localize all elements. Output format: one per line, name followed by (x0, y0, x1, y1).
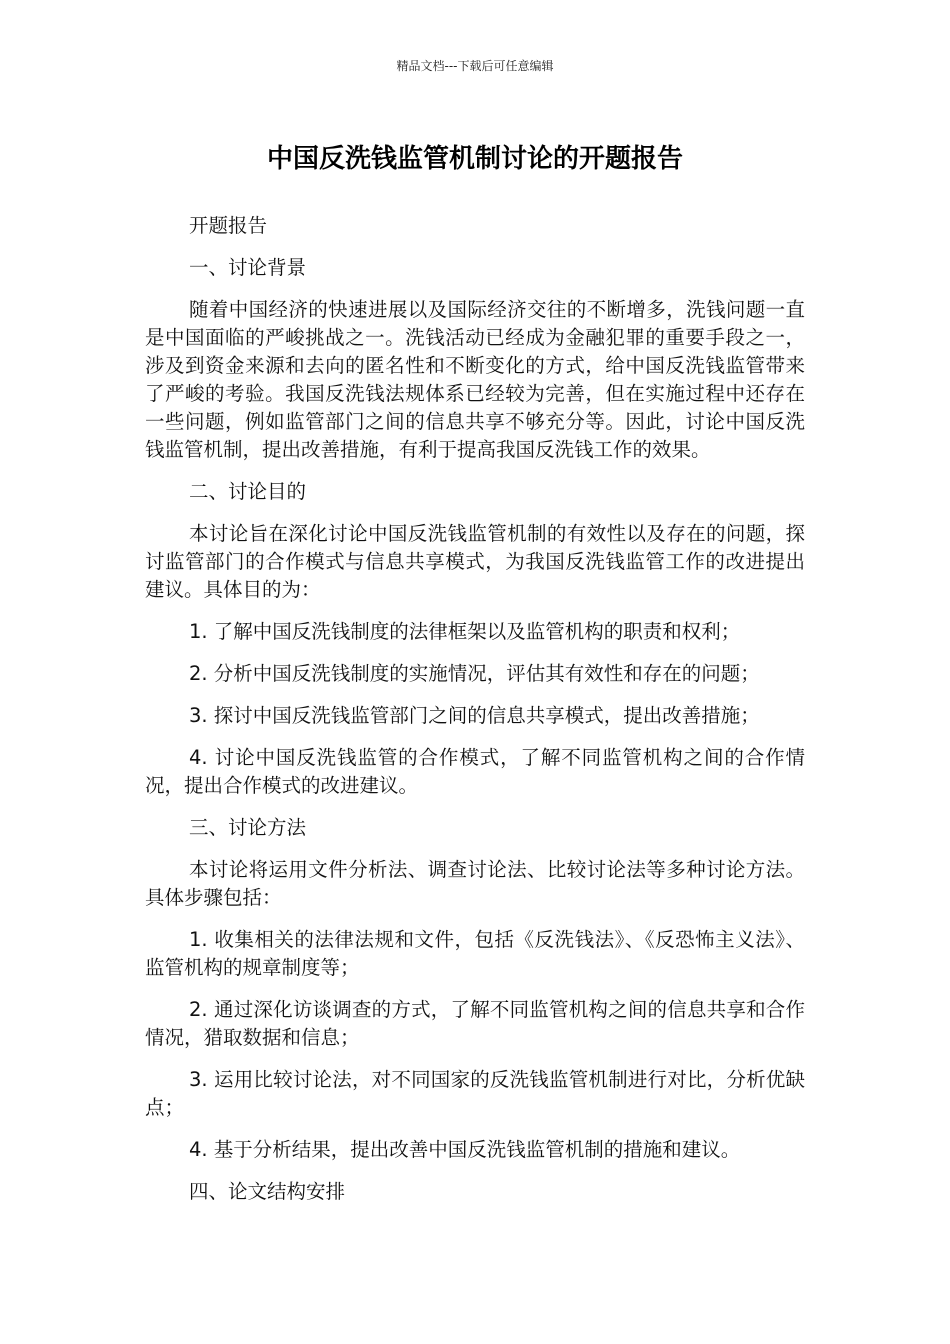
document-title: 中国反洗钱监管机制讨论的开题报告 (266, 144, 683, 174)
list-item: 4. 讨论中国反洗钱监管的合作模式，了解不同监管机构之间的合作情况，提出合作模式的改进建议。 (145, 746, 805, 797)
list-item: 3. 运用比较讨论法，对不同国家的反洗钱监管机制进行对比，分析优缺点； (145, 1068, 805, 1119)
section-heading: 一、讨论背景 (189, 256, 307, 279)
document-body (145, 212, 805, 1220)
header-note: 精品文档---下载后可任意编辑 (396, 59, 554, 73)
section-heading: 二、讨论目的 (189, 480, 307, 503)
list-item: 4. 基于分析结果，提出改善中国反洗钱监管机制的措施和建议。 (189, 1138, 741, 1161)
list-item: 2. 通过深化访谈调查的方式，了解不同监管机构之间的信息共享和合作情况，猎取数据和信息； (145, 998, 805, 1049)
section-heading: 四、论文结构安排 (189, 1180, 346, 1203)
list-item: 1. 了解中国反洗钱制度的法律框架以及监管机构的职责和权利； (189, 620, 741, 643)
list-item: 1. 收集相关的法律法规和文件，包括《反洗钱法》、《反恐怖主义法》、监管机构的规章制度等； (145, 928, 805, 979)
paragraph: 本讨论将运用文件分析法、调查讨论法、比较讨论法等多种讨论方法。具体步骤包括： (145, 858, 805, 909)
section-heading: 三、讨论方法 (189, 816, 307, 839)
list-item: 2. 分析中国反洗钱制度的实施情况，评估其有效性和存在的问题； (189, 662, 760, 685)
paragraph: 随着中国经济的快速进展以及国际经济交往的不断增多，洗钱问题一直是中国面临的严峻挑战之一。洗钱活动已经成为金融犯罪的重要手段之一，涉及到资金来源和去向的匿名性和不断变化的方式，给中国反洗钱监管带来了严峻的考验。我国反洗钱法规体系已经较为完善，但在实施过程中还存在一些问题，例如监管部门之间的信息共享不够充分等。因此，讨论中国反洗钱监管机制，提出改善措施，有利于提高我国反洗钱工作的效果。 (145, 298, 805, 461)
paragraph: 本讨论旨在深化讨论中国反洗钱监管机制的有效性以及存在的问题，探讨监管部门的合作模式与信息共享模式，为我国反洗钱监管工作的改进提出建议。具体目的为： (145, 522, 805, 601)
list-item: 3. 探讨中国反洗钱监管部门之间的信息共享模式，提出改善措施； (189, 704, 760, 727)
paragraph: 开题报告 (189, 214, 268, 237)
